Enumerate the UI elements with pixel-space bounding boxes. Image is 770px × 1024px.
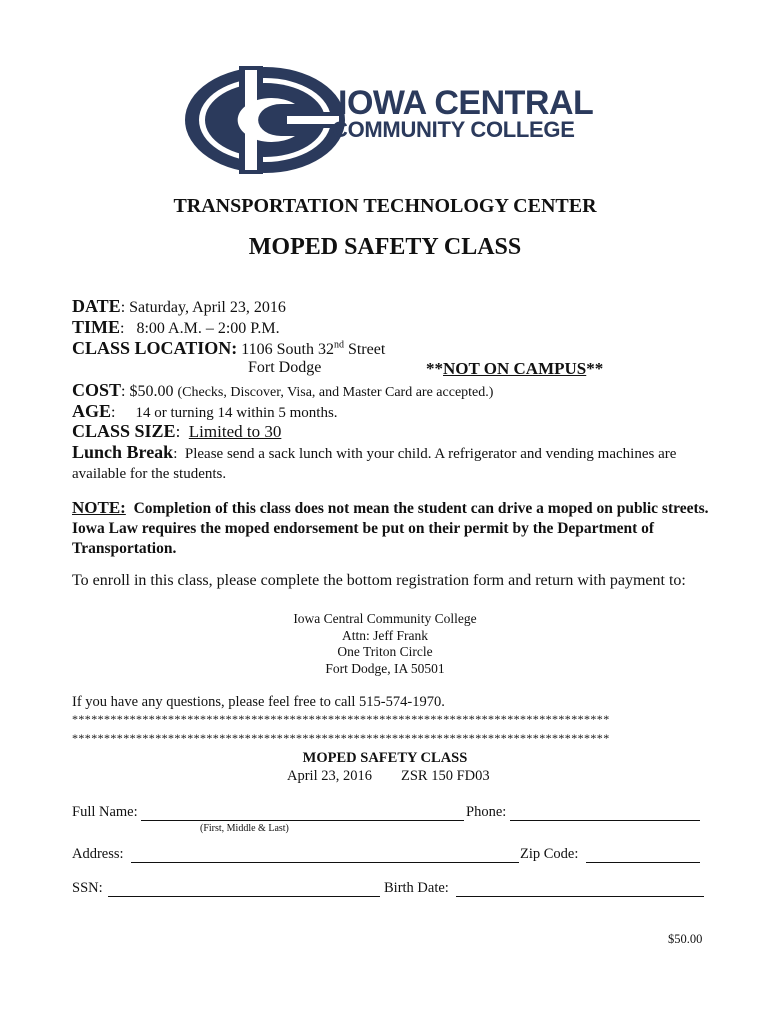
location-label: CLASS LOCATION: <box>72 338 238 358</box>
birth-date-field[interactable] <box>456 882 704 897</box>
cost-label: COST <box>72 380 122 400</box>
note-label: NOTE: <box>72 498 126 517</box>
class-size-row: CLASS SIZE: Limited to 30 <box>72 421 282 441</box>
note-text: Completion of this class does not mean the student can drive a moped on public streets. Iowa Law requires the moped endorsement be put on their permit by the Department of Transportation. <box>72 500 709 557</box>
date-value: Saturday, April 23, 2016 <box>129 299 286 316</box>
logo-text-line2: COMMUNITY COLLEGE <box>332 117 575 142</box>
address-line-1: Iowa Central Community College <box>293 611 477 626</box>
date-row: DATE: Saturday, April 23, 2016 <box>72 296 286 316</box>
full-name-label: Full Name: <box>72 804 138 820</box>
address-line-2: Attn: Jeff Frank <box>342 628 428 643</box>
name-hint: (First, Middle & Last) <box>200 823 289 834</box>
phone-label: Phone: <box>466 804 507 820</box>
address-line-3: One Triton Circle <box>337 644 433 659</box>
not-on-campus: **NOT ON CAMPUS** <box>426 359 604 378</box>
form-code: ZSR 150 FD03 <box>401 768 490 784</box>
location-value: 1106 South 32nd Street <box>241 339 386 358</box>
time-label: TIME <box>72 317 121 337</box>
birth-date-label: Birth Date: <box>384 880 449 896</box>
cost-row: COST: $50.00 (Checks, Discover, Visa, and Master Card are accepted.) <box>72 380 494 400</box>
center-heading: TRANSPORTATION TECHNOLOGY CENTER <box>173 195 597 217</box>
page-title: MOPED SAFETY CLASS <box>248 234 522 260</box>
note-paragraph <box>72 498 712 559</box>
class-size-value: Limited to 30 <box>188 422 282 441</box>
separator-stars-2: ************************************************************************************ <box>72 731 610 745</box>
zip-field[interactable] <box>586 848 700 863</box>
address-field[interactable] <box>131 848 519 863</box>
age-value: 14 or turning 14 within 5 months. <box>135 405 338 421</box>
time-value: 8:00 A.M. – 2:00 P.M. <box>136 320 280 337</box>
lunch-row: Lunch Break: Please send a sack lunch with your child. A refrigerator and vending machines are available for the students. <box>72 442 677 482</box>
zip-label: Zip Code: <box>520 846 579 862</box>
form-title: MOPED SAFETY CLASS <box>302 750 468 766</box>
form-price: $50.00 <box>668 932 703 946</box>
lunch-value: Please send a sack lunch with your child. A refrigerator and vending machines are available for the students. <box>72 446 677 482</box>
time-row: TIME: 8:00 A.M. – 2:00 P.M. <box>72 317 280 337</box>
cost-note: (Checks, Discover, Visa, and Master Card are accepted.) <box>177 385 494 400</box>
phone-field[interactable] <box>510 806 700 821</box>
cost-value: $50.00 <box>129 383 174 400</box>
full-name-field[interactable] <box>141 806 464 821</box>
separator-stars-1: ************************************************************************************ <box>72 712 610 726</box>
ssn-label: SSN: <box>72 880 103 896</box>
class-size-label: CLASS SIZE <box>72 421 176 441</box>
form-date: April 23, 2016 <box>287 768 372 784</box>
address-label: Address: <box>72 846 124 862</box>
age-label: AGE <box>72 401 112 421</box>
ssn-field[interactable] <box>108 882 380 897</box>
age-row: AGE: 14 or turning 14 within 5 months. <box>72 401 338 421</box>
lunch-label: Lunch Break <box>72 442 174 462</box>
enroll-text: To enroll in this class, please complete the bottom registration form and return with payment to: <box>72 572 686 589</box>
location-row <box>72 338 385 359</box>
questions-text: If you have any questions, please feel free to call 515-574-1970. <box>72 694 445 710</box>
logo-text-line1: IOWA CENTRAL <box>338 84 594 122</box>
location-city: Fort Dodge <box>248 359 322 376</box>
date-label: DATE <box>72 296 121 316</box>
address-line-4: Fort Dodge, IA 50501 <box>325 661 445 676</box>
